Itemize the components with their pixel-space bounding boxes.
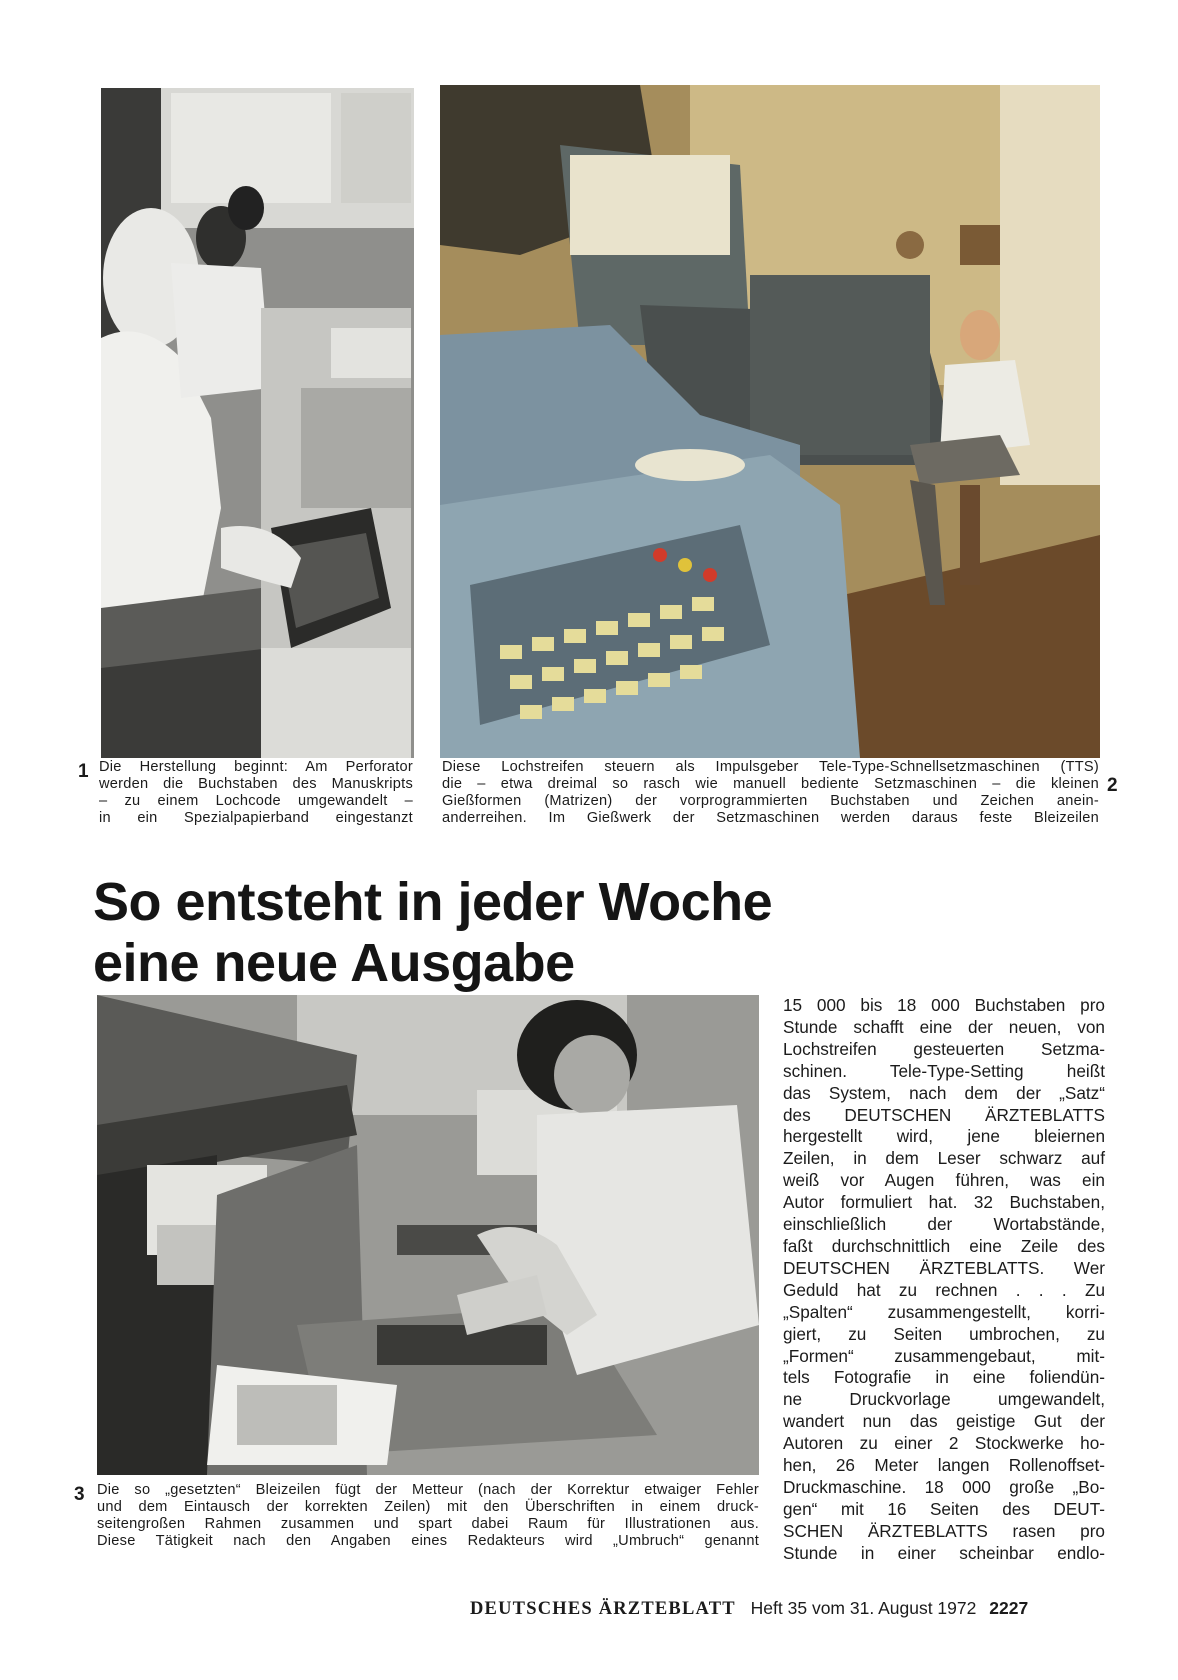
body-line: gen“ mit 16 Seiten des DEUT-	[783, 1498, 1105, 1519]
page-footer	[470, 1598, 1028, 1620]
body-line: Geduld hat zu rechnen . . . Zu	[783, 1279, 1105, 1300]
body-line: Stunde in einer scheinbar endlo-	[783, 1542, 1105, 1563]
body-line: des DEUTSCHEN ÄRZTEBLATTS	[783, 1104, 1105, 1125]
headline-line-1: So entsteht in jeder Woche	[93, 872, 773, 932]
body-line: faßt durchschnittlich eine Zeile des	[783, 1235, 1105, 1256]
body-line: „Spalten“ zusammengestellt, korri-	[783, 1301, 1105, 1322]
body-line: Lochstreifen gesteuerten Setzma-	[783, 1038, 1105, 1059]
figure-number-1: 1	[78, 761, 89, 782]
body-line: DEUTSCHEN ÄRZTEBLATTS. Wer	[783, 1257, 1105, 1278]
caption-figure-2	[442, 759, 1099, 827]
body-line: hen, 26 Meter langen Rollenoffset-	[783, 1455, 1105, 1476]
body-line: SCHEN ÄRZTEBLATTS rasen pro	[783, 1520, 1105, 1541]
body-line: ne Druckvorlage umgewandelt,	[783, 1389, 1105, 1410]
caption-line: seitengroßen Rahmen zusammen und spart dabei Raum für Illustrationen aus.	[97, 1516, 759, 1532]
body-line: einschließlich der Wortabstände,	[783, 1214, 1105, 1235]
caption-line: Diese Tätigkeit nach den Angaben eines Redakteurs wird „Umbruch“ genannt	[97, 1533, 759, 1549]
page-number: 2227	[989, 1598, 1029, 1618]
body-line: weiß vor Augen führen, was ein	[783, 1170, 1105, 1191]
article-body	[783, 995, 1105, 1565]
body-line: giert, zu Seiten umbrochen, zu	[783, 1323, 1105, 1344]
photo-perforator	[101, 88, 414, 758]
figure-number-2: 2	[1107, 775, 1118, 796]
body-line: wandert nun das geistige Gut der	[783, 1411, 1105, 1432]
body-line: Autor formuliert hat. 32 Buchstaben,	[783, 1192, 1105, 1213]
body-line: 15 000 bis 18 000 Buchstaben pro	[783, 995, 1105, 1015]
publication-name: DEUTSCHES ÄRZTEBLATT	[470, 1599, 736, 1619]
headline-line-2: eine neue Ausgabe	[93, 933, 575, 993]
figure-number-3: 3	[74, 1484, 85, 1505]
headline	[93, 872, 772, 994]
caption-line: Die so „gesetzten“ Bleizeilen fügt der Metteur (nach der Korrektur etwaiger Fehler	[97, 1482, 759, 1498]
caption-line: Gießformen (Matrizen) der vorprogrammierten Buchstaben und Zeichen anein-	[442, 793, 1099, 809]
caption-line: werden die Buchstaben des Manuskripts	[99, 776, 413, 792]
caption-figure-3	[97, 1482, 759, 1550]
body-line: Zeilen, in dem Leser schwarz auf	[783, 1148, 1105, 1169]
caption-line: anderreihen. Im Gießwerk der Setzmaschinen werden daraus feste Bleizeilen	[442, 810, 1099, 826]
body-line: hergestellt wird, jene bleiernen	[783, 1126, 1105, 1147]
photo-teletype-machines	[440, 85, 1100, 758]
caption-line: – zu einem Lochcode umgewandelt –	[99, 793, 413, 809]
body-line: schinen. Tele-Type-Setting heißt	[783, 1060, 1105, 1081]
issue-info: Heft 35 vom 31. August 1972	[750, 1598, 977, 1618]
caption-line: die – etwa dreimal so rasch wie manuell bediente Setzmaschinen – die kleinen	[442, 776, 1099, 792]
body-line: tels Fotografie in eine foliendün-	[783, 1367, 1105, 1388]
body-line: das System, nach dem der „Satz“	[783, 1082, 1105, 1103]
caption-line: Die Herstellung beginnt: Am Perforator	[99, 759, 413, 775]
caption-line: und dem Eintausch der korrekten Zeilen) mit den Überschriften in einem druck-	[97, 1499, 759, 1515]
photo-metteur	[97, 995, 759, 1475]
body-line: Stunde schafft eine der neuen, von	[783, 1016, 1105, 1037]
body-line: „Formen“ zusammengebaut, mit-	[783, 1345, 1105, 1366]
caption-figure-1	[99, 759, 413, 827]
body-line: Druckmaschine. 18 000 große „Bo-	[783, 1476, 1105, 1497]
body-line: Autoren zu einer 2 Stockwerke ho-	[783, 1433, 1105, 1454]
caption-line: Diese Lochstreifen steuern als Impulsgeber Tele-Type-Schnellsetzmaschinen (TTS)	[442, 759, 1099, 775]
caption-line: in ein Spezialpapierband eingestanzt	[99, 810, 413, 826]
